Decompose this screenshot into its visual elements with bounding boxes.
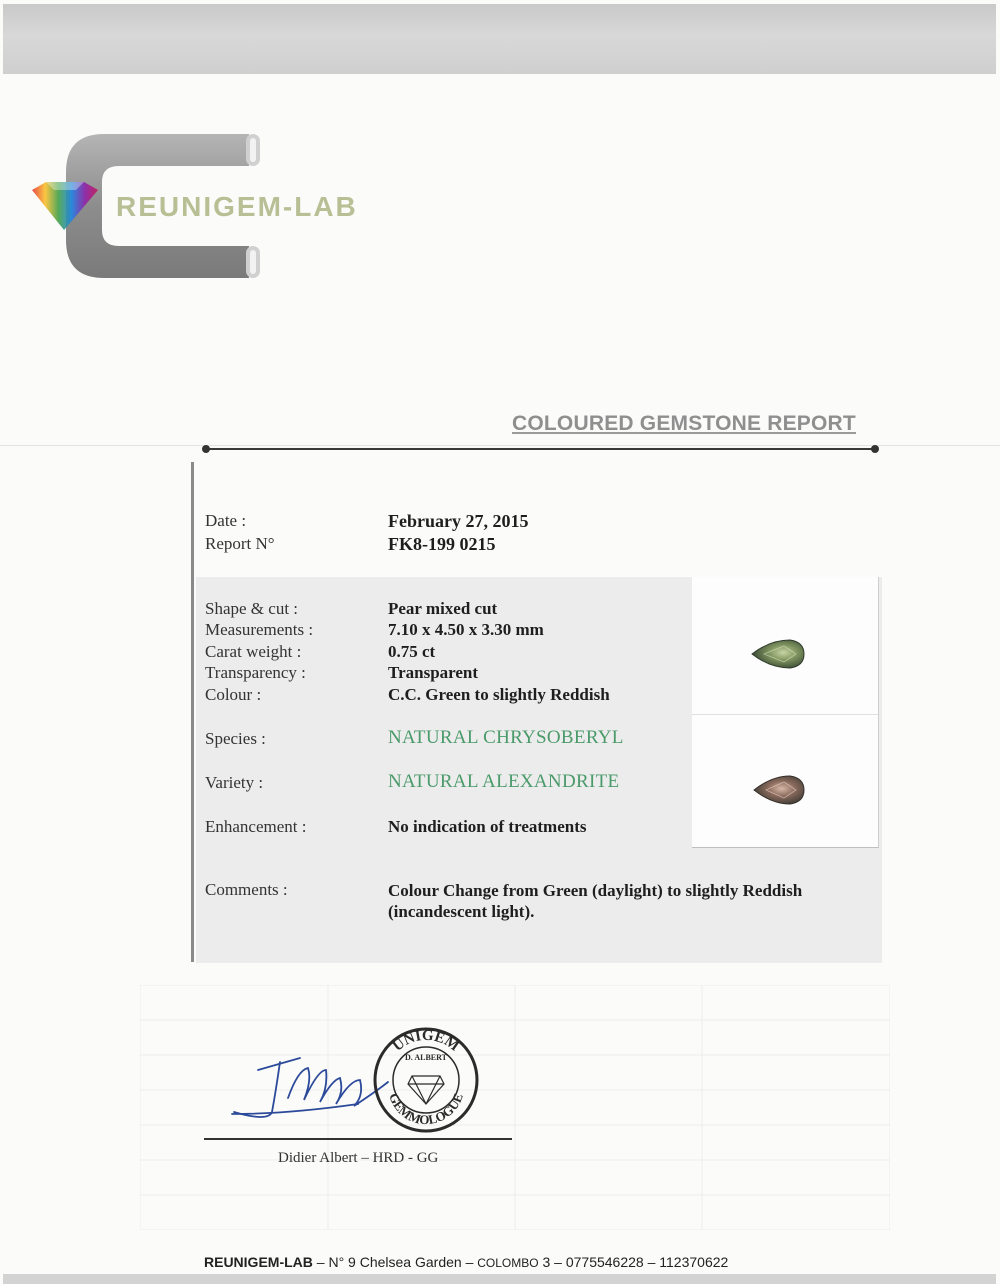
gem-photo-daylight	[750, 636, 806, 672]
variety-value: NATURAL ALEXANDRITE	[388, 771, 620, 792]
variety-label: Variety :	[205, 773, 264, 792]
reunigem-logo	[24, 132, 404, 282]
seal-bottom-text: GEMMOLOGUE	[386, 1090, 466, 1128]
transparency-label: Transparency :	[205, 663, 306, 682]
species-label: Species :	[205, 729, 266, 748]
footer-address	[204, 1254, 728, 1270]
footer-address-city: COLOMBO	[477, 1256, 539, 1270]
comments-label: Comments :	[205, 880, 288, 899]
report-number-value: FK8-199 0215	[388, 534, 496, 554]
signature-rule	[204, 1138, 512, 1140]
title-rule	[204, 448, 878, 450]
shape-cut-label: Shape & cut :	[205, 599, 299, 618]
enhancement-label: Enhancement :	[205, 817, 307, 836]
gem-photo-divider	[692, 714, 878, 715]
date-value: February 27, 2015	[388, 511, 529, 531]
scan-bottom-band	[3, 1274, 996, 1284]
rule-dot-right	[871, 445, 879, 453]
colour-label: Colour :	[205, 685, 262, 704]
shape-cut-value: Pear mixed cut	[388, 599, 498, 618]
scan-top-band	[3, 4, 996, 74]
logo-text: REUNIGEM-LAB	[116, 191, 358, 222]
footer-address-part-1: – N° 9 Chelsea Garden –	[312, 1254, 478, 1270]
carat-weight-label: Carat weight :	[205, 642, 302, 661]
left-margin-bar	[191, 462, 194, 962]
gem-photo-incandescent	[752, 772, 806, 808]
colour-value: C.C. Green to slightly Reddish	[388, 685, 610, 704]
comments-text: Colour Change from Green (daylight) to slightly Reddish (incandescent light).	[388, 881, 803, 921]
report-title: COLOURED GEMSTONE REPORT	[512, 412, 856, 435]
seal-top-text: UNIGEM	[389, 1027, 462, 1055]
transparency-value: Transparent	[388, 663, 479, 682]
report-number-label: Report N°	[205, 534, 275, 553]
fold-line	[0, 445, 1000, 446]
measurements-value: 7.10 x 4.50 x 3.30 mm	[388, 620, 544, 639]
svg-text:UNIGEM	[390, 1028, 462, 1055]
footer-lab-name: REUNIGEM-LAB	[204, 1254, 313, 1270]
footer-address-part-2: 3 – 0775546228 – 112370622	[538, 1254, 729, 1270]
carat-weight-value: 0.75 ct	[388, 642, 436, 661]
species-value: NATURAL CHRYSOBERYL	[388, 727, 624, 748]
signer-name: Didier Albert – HRD - GG	[278, 1150, 439, 1166]
seal-middle-text: D. ALBERT	[405, 1053, 447, 1062]
date-label: Date :	[205, 511, 247, 530]
rule-dot-left	[202, 445, 210, 453]
measurements-label: Measurements :	[205, 620, 314, 639]
enhancement-value: No indication of treatments	[388, 817, 587, 836]
gemmologue-seal	[372, 1026, 480, 1134]
